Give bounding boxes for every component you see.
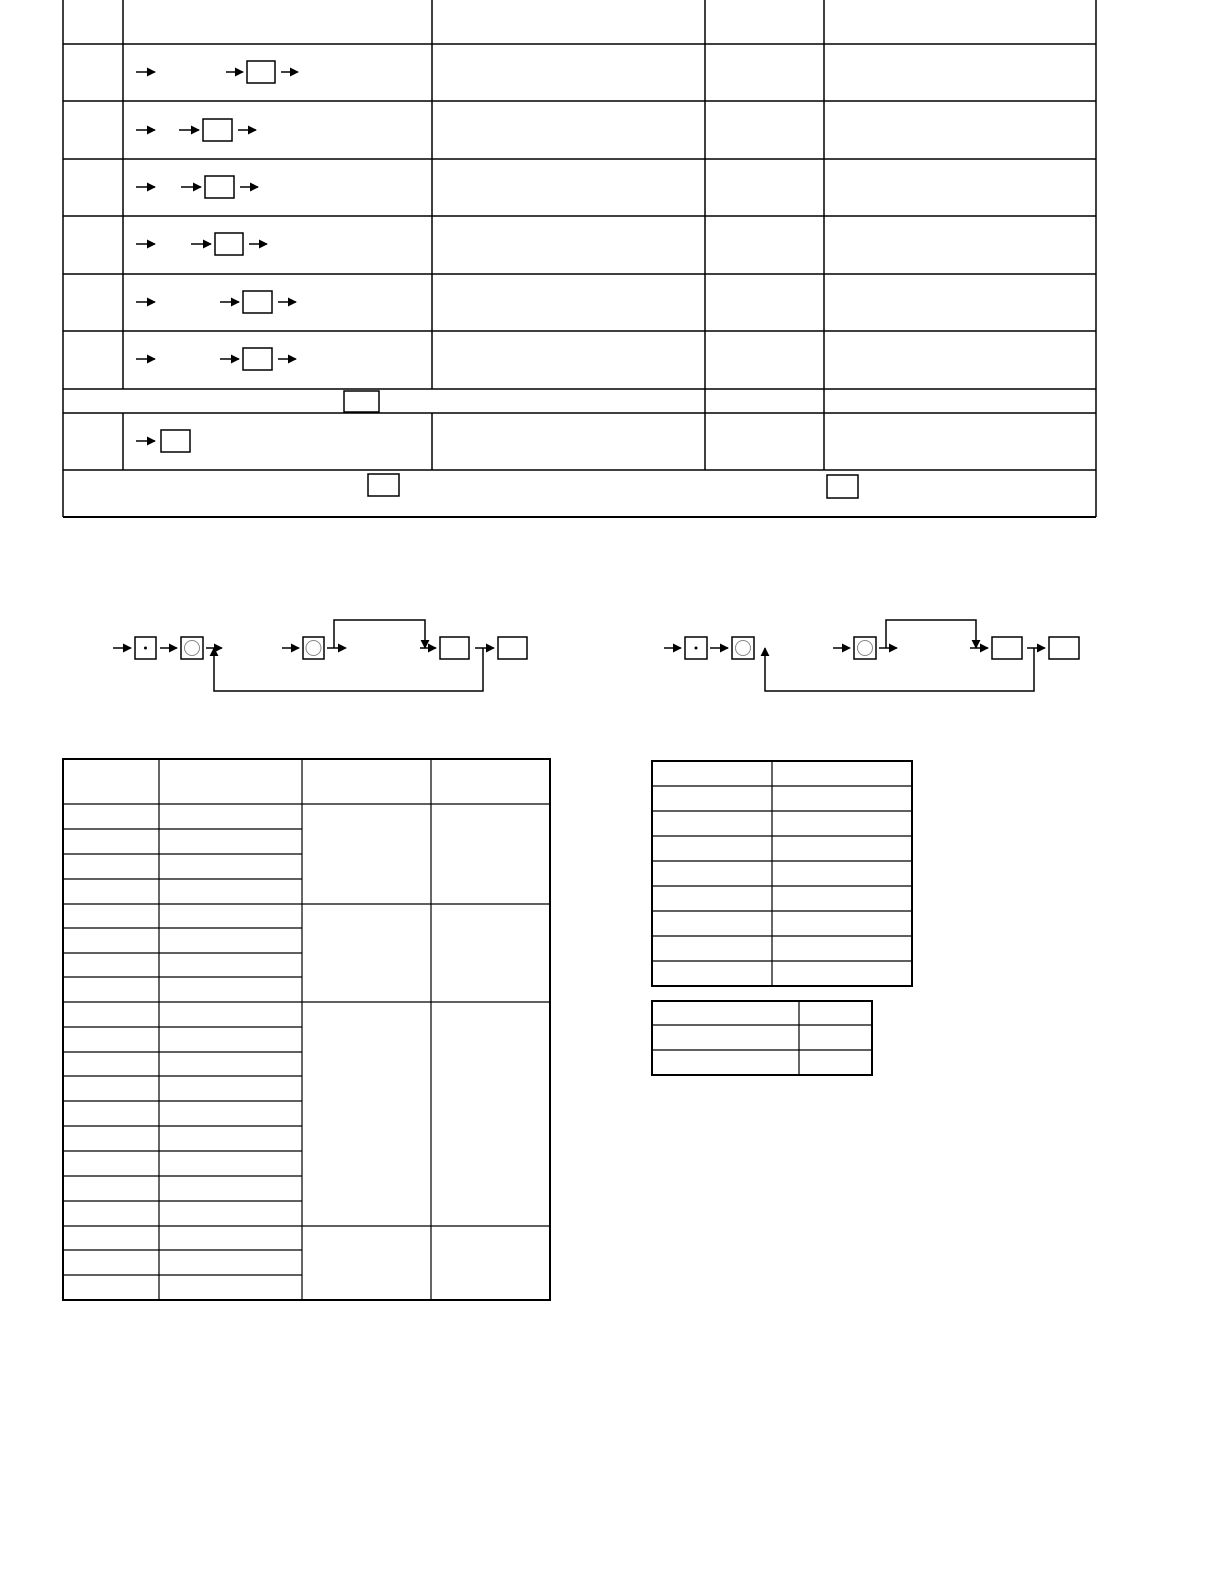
key-box xyxy=(243,348,272,370)
key-box xyxy=(205,176,234,198)
key-box xyxy=(344,391,379,412)
procedure-row-4-keys xyxy=(136,233,267,255)
bypass-loop xyxy=(334,620,425,648)
key-box xyxy=(247,61,275,83)
large-table xyxy=(63,759,550,1300)
key-box xyxy=(827,475,858,498)
circle-icon xyxy=(858,641,873,656)
dot-icon xyxy=(144,647,147,650)
key-box xyxy=(368,474,399,496)
key-box xyxy=(215,233,243,255)
circle-icon xyxy=(306,641,321,656)
procedure-row-2-keys xyxy=(136,119,256,141)
key-box xyxy=(498,637,527,659)
flow-diagram-right xyxy=(664,620,1079,691)
procedure-note-row-keys xyxy=(344,391,379,412)
return-loop xyxy=(765,648,1034,691)
key-box xyxy=(243,291,272,313)
procedure-row-3-keys xyxy=(136,176,258,198)
circle-icon xyxy=(185,641,200,656)
key-box xyxy=(1049,637,1079,659)
key-box xyxy=(440,637,469,659)
procedure-table xyxy=(63,0,1096,517)
key-box xyxy=(992,637,1022,659)
small-table xyxy=(652,1001,872,1075)
procedure-row-1-keys xyxy=(136,61,298,83)
circle-icon xyxy=(736,641,751,656)
key-box xyxy=(161,430,190,452)
medium-table xyxy=(652,761,912,986)
procedure-row-5-keys xyxy=(136,291,296,313)
return-loop xyxy=(214,648,483,691)
key-box xyxy=(203,119,232,141)
flow-diagram-left xyxy=(113,620,527,691)
dot-icon xyxy=(695,647,698,650)
procedure-footer-keys xyxy=(368,474,858,498)
procedure-row-6-keys xyxy=(136,348,296,370)
procedure-row-8-keys xyxy=(136,430,190,452)
bypass-loop xyxy=(886,620,976,648)
